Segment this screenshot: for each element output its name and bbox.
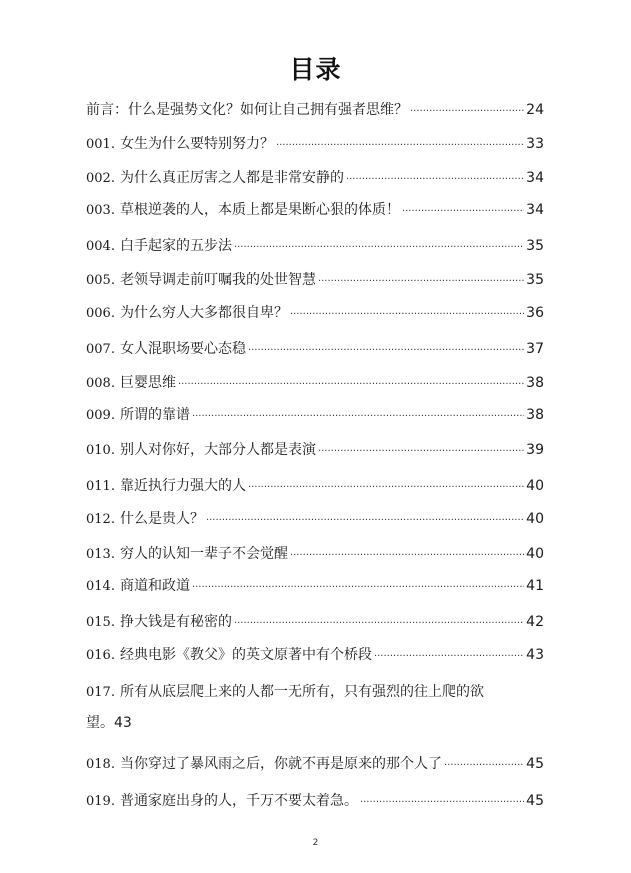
toc-entry-title: 什么是贵人？ <box>119 511 204 527</box>
toc-entry-title: 老领导调走前叮嘱我的处世智慧 <box>119 272 316 288</box>
toc-entry-number: 005. <box>86 273 115 288</box>
toc-entry-page: 24 <box>526 102 544 118</box>
dot-leader <box>290 305 524 325</box>
toc-entry-number: 019. <box>86 794 115 809</box>
toc-entry[interactable] <box>86 134 544 156</box>
toc-entry-title: 前言：什么是强势文化？如何让自己拥有强者思维？ <box>86 102 408 118</box>
toc-entry[interactable] <box>86 476 544 498</box>
toc-entry-title: 普通家庭出身的人，千万不要太着急。 <box>119 793 358 809</box>
dot-leader <box>248 478 524 498</box>
toc-entry-page: 33 <box>526 136 544 152</box>
page-number: 2 <box>312 838 319 848</box>
dot-leader <box>444 756 524 776</box>
toc-entry[interactable] <box>86 544 544 566</box>
dot-leader <box>360 793 524 813</box>
toc-entry-number: 009. <box>86 408 115 423</box>
toc-entry-page: 45 <box>526 793 544 809</box>
toc-entry-title: 挣大钱是有秘密的 <box>119 614 232 630</box>
dot-leader <box>374 647 524 667</box>
dot-leader <box>248 341 524 361</box>
toc-entry-wrapped[interactable] <box>86 682 544 733</box>
toc-entry-title: 所有从底层爬上来的人都一无所有，只有强烈的往上爬的欲 <box>119 684 484 700</box>
toc-entry-page: 40 <box>526 478 544 494</box>
dot-leader <box>402 202 524 222</box>
toc-entry-page: 34 <box>526 202 544 218</box>
toc-entry-page: 45 <box>526 756 544 772</box>
toc-entry-title: 草根逆袭的人，本质上都是果断心狠的体质！ <box>119 202 400 218</box>
toc-entry-title: 为什么穷人大多都很自卑？ <box>119 305 288 321</box>
toc-entry-title: 商道和政道 <box>119 578 190 594</box>
toc-entry-page: 42 <box>526 614 544 630</box>
dot-leader <box>192 578 524 598</box>
dot-leader <box>206 511 524 531</box>
toc-entry-number: 017. <box>86 685 115 700</box>
toc-entry-page: 34 <box>526 170 544 186</box>
toc-entry-number: 013. <box>86 547 115 562</box>
dot-leader <box>410 102 524 122</box>
dot-leader <box>276 136 524 156</box>
toc-entry-title: 巨婴思维 <box>119 375 176 391</box>
dot-leader <box>234 238 524 258</box>
toc-entry-title: 女生为什么要特别努力？ <box>119 136 274 152</box>
toc-entry[interactable] <box>86 339 544 361</box>
toc-entry[interactable] <box>86 100 544 122</box>
dot-leader <box>192 407 524 427</box>
toc-entry-number: 015. <box>86 615 115 630</box>
toc-entry-number: 006. <box>86 306 115 321</box>
toc-entry-number: 008. <box>86 376 115 391</box>
toc-entry-number: 001. <box>86 137 115 152</box>
toc-entry-number: 016. <box>86 648 115 663</box>
toc-entry-page: 41 <box>526 578 544 594</box>
toc-entry-page: 35 <box>526 238 544 254</box>
toc-entry-number: 003. <box>86 203 115 218</box>
toc-entry[interactable] <box>86 791 544 813</box>
toc-entry-page: 40 <box>526 511 544 527</box>
toc-entry[interactable] <box>86 270 544 292</box>
toc-entry-number: 018. <box>86 757 115 772</box>
toc-entry-title: 所谓的靠谱 <box>119 407 190 423</box>
toc-entry[interactable] <box>86 612 544 634</box>
toc-entry[interactable] <box>86 303 544 325</box>
toc-entry-page: 40 <box>526 546 544 562</box>
toc-entry[interactable] <box>86 200 544 222</box>
toc-entry[interactable] <box>86 373 544 395</box>
toc-entry-number: 014. <box>86 579 115 594</box>
toc-entry-number: 004. <box>86 239 115 254</box>
toc-entry[interactable] <box>86 576 544 598</box>
toc-entry-page: 38 <box>526 375 544 391</box>
toc-entry-title: 别人对你好，大部分人都是表演 <box>119 442 316 458</box>
toc-entry-title: 当你穿过了暴风雨之后，你就不再是原来的那个人了 <box>119 756 442 772</box>
toc-entry[interactable] <box>86 236 544 258</box>
page-title: 目录 <box>289 55 342 84</box>
toc-entry-title: 白手起家的五步法 <box>119 238 232 254</box>
toc-entry-number: 002. <box>86 171 115 186</box>
dot-leader <box>290 546 524 566</box>
toc-entry-page: 36 <box>526 305 544 321</box>
toc-entry-page: 43 <box>526 647 544 663</box>
toc-entry[interactable] <box>86 440 544 462</box>
toc-entry[interactable] <box>86 754 544 776</box>
dot-leader <box>178 375 524 395</box>
toc-entry[interactable] <box>86 645 544 667</box>
dot-leader <box>234 614 524 634</box>
toc-entry-page: 35 <box>526 272 544 288</box>
dot-leader <box>318 272 524 292</box>
toc-entry-page: 39 <box>526 442 544 458</box>
toc-entry[interactable] <box>86 509 544 531</box>
toc-entry-title: 穷人的认知一辈子不会觉醒 <box>119 546 288 562</box>
toc-entry-title: 经典电影《教父》的英文原著中有个桥段 <box>119 647 372 663</box>
toc-entry-page: 37 <box>526 341 544 357</box>
toc-entry-title: 靠近执行力强大的人 <box>119 478 246 494</box>
toc-entry-title: 女人混职场要心态稳 <box>119 341 246 357</box>
toc-entry-page: 38 <box>526 407 544 423</box>
toc-entry-number: 007. <box>86 342 115 357</box>
dot-leader <box>318 442 524 462</box>
toc-entry-title-continued: 望。43 <box>86 715 132 731</box>
dot-leader <box>346 170 524 190</box>
toc-entry-number: 011. <box>86 479 115 494</box>
toc-entry-title: 为什么真正厉害之人都是非常安静的 <box>119 170 344 186</box>
toc-entry-number: 010. <box>86 443 115 458</box>
toc-entry-number: 012. <box>86 512 115 527</box>
toc-entry[interactable] <box>86 405 544 427</box>
toc-entry[interactable] <box>86 168 544 190</box>
